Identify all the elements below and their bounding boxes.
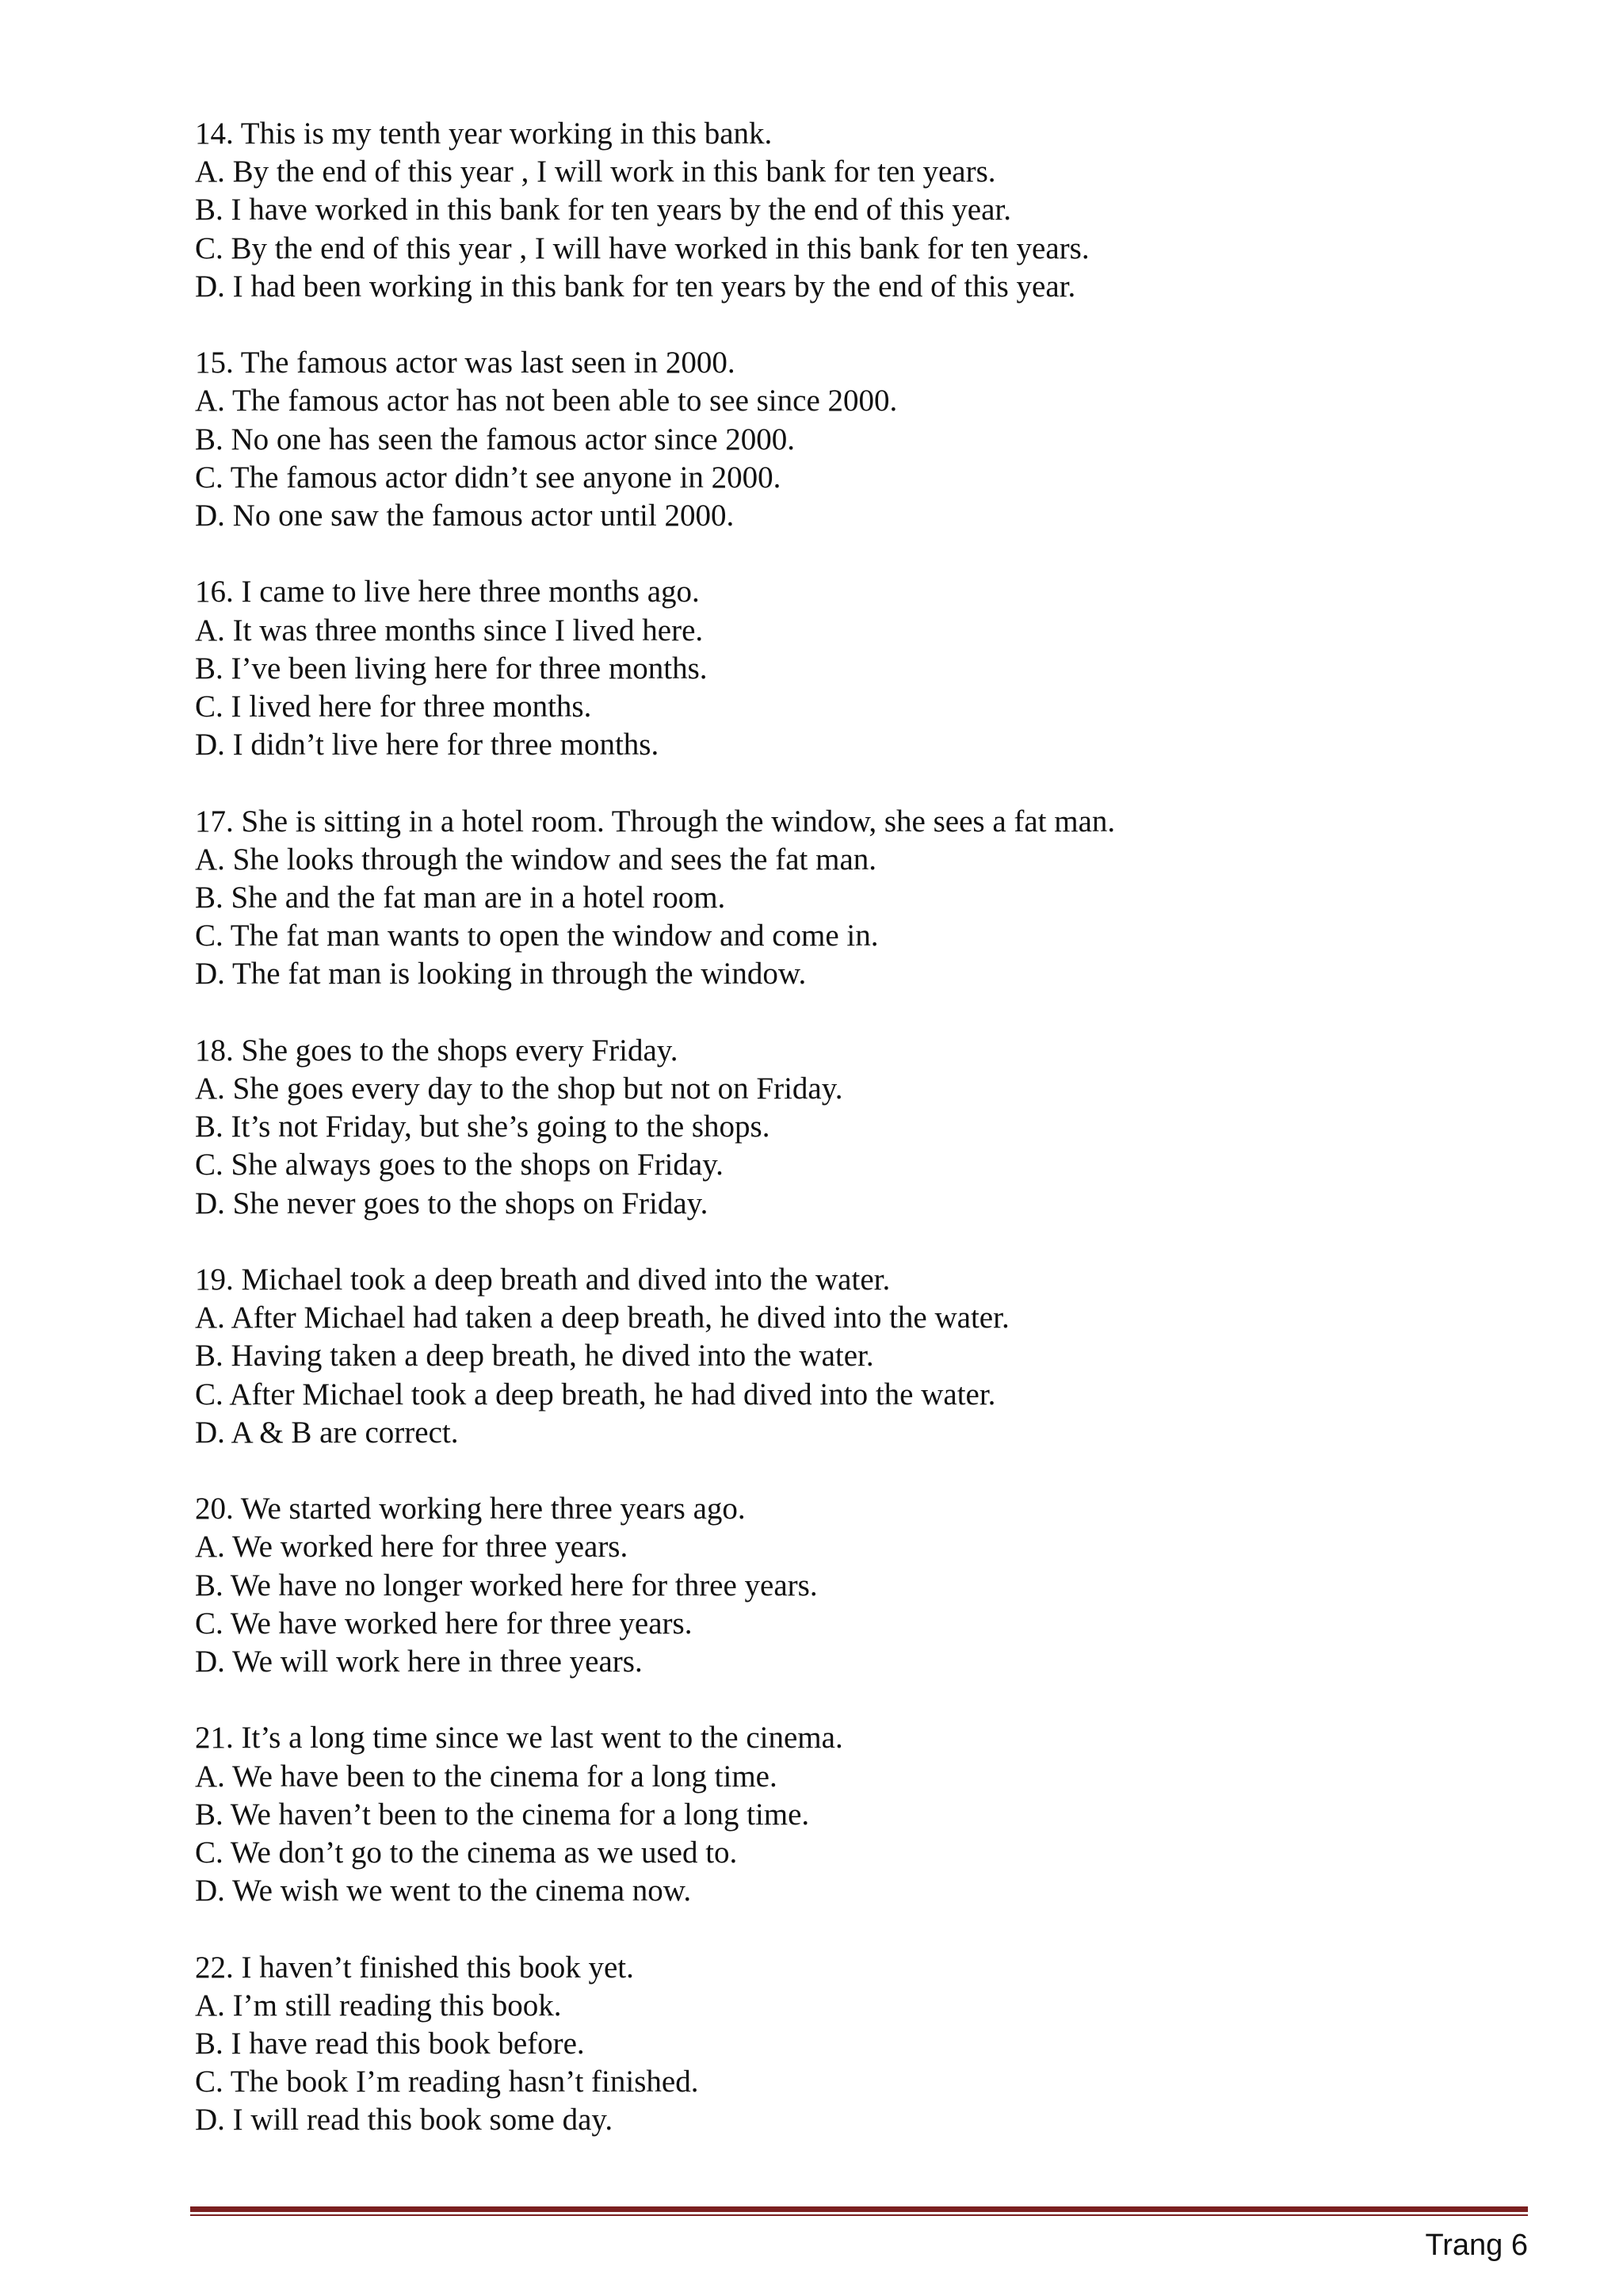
- question-block: [195, 344, 1542, 535]
- answer-option: A. After Michael had taken a deep breath, he dived into the water.: [195, 1301, 1010, 1335]
- question-stem: 20. We started working here three years ago.: [195, 1492, 746, 1526]
- question-block: [195, 573, 1542, 764]
- footer-rule: [190, 2206, 1528, 2216]
- answer-option: A. I’m still reading this book.: [195, 1988, 562, 2023]
- question-list: [195, 115, 1542, 2178]
- answer-option: A. We have been to the cinema for a long time.: [195, 1759, 777, 1794]
- question-block: [195, 803, 1542, 994]
- question-stem: 21. It’s a long time since we last went to the cinema.: [195, 1721, 843, 1755]
- answer-option: D. I didn’t live here for three months.: [195, 728, 659, 762]
- answer-option: C. We don’t go to the cinema as we used to.: [195, 1836, 738, 1870]
- answer-option: A. We worked here for three years.: [195, 1530, 628, 1564]
- answer-option: B. It’s not Friday, but she’s going to the shops.: [195, 1110, 770, 1144]
- answer-option: A. By the end of this year , I will work in this bank for ten years.: [195, 155, 996, 189]
- question-stem: 19. Michael took a deep breath and dived into the water.: [195, 1263, 891, 1297]
- answer-option: B. We have no longer worked here for three years.: [195, 1568, 818, 1603]
- question-stem: 17. She is sitting in a hotel room. Through the window, she sees a fat man.: [195, 804, 1116, 839]
- answer-option: C. The fat man wants to open the window and come in.: [195, 919, 879, 953]
- answer-option: B. I have worked in this bank for ten years by the end of this year.: [195, 193, 1011, 227]
- answer-option: B. I’ve been living here for three months.: [195, 651, 708, 686]
- answer-option: C. After Michael took a deep breath, he had dived into the water.: [195, 1377, 996, 1412]
- question-stem: 18. She goes to the shops every Friday.: [195, 1033, 678, 1068]
- answer-option: B. She and the fat man are in a hotel room.: [195, 881, 726, 915]
- answer-option: C. The book I’m reading hasn’t finished.: [195, 2065, 699, 2099]
- question-block: [195, 1261, 1542, 1452]
- answer-option: D. We wish we went to the cinema now.: [195, 1874, 692, 1908]
- answer-option: B. No one has seen the famous actor since 2000.: [195, 422, 796, 457]
- answer-option: D. I had been working in this bank for ten years by the end of this year.: [195, 269, 1076, 304]
- question-block: [195, 1490, 1542, 1681]
- question-stem: 15. The famous actor was last seen in 2000.: [195, 346, 735, 380]
- question-stem: 14. This is my tenth year working in this bank.: [195, 117, 773, 151]
- question-block: [195, 1719, 1542, 1910]
- question-block: [195, 1032, 1542, 1223]
- answer-option: A. It was three months since I lived here.: [195, 613, 704, 648]
- answer-option: A. She goes every day to the shop but not on Friday.: [195, 1072, 843, 1106]
- answer-option: D. She never goes to the shops on Friday.: [195, 1186, 708, 1221]
- question-block: [195, 115, 1542, 306]
- answer-option: D. We will work here in three years.: [195, 1645, 643, 1679]
- answer-option: C. By the end of this year , I will have worked in this bank for ten years.: [195, 231, 1090, 266]
- answer-option: C. We have worked here for three years.: [195, 1606, 693, 1641]
- question-stem: 22. I haven’t finished this book yet.: [195, 1950, 634, 1985]
- footer-rule-thick: [190, 2206, 1528, 2212]
- page-number: Trang 6: [1425, 2229, 1528, 2262]
- answer-option: D. No one saw the famous actor until 2000.: [195, 499, 735, 533]
- answer-option: B. Having taken a deep breath, he dived into the water.: [195, 1339, 874, 1373]
- answer-option: A. She looks through the window and sees the fat man.: [195, 842, 877, 877]
- question-block: [195, 1949, 1542, 2140]
- footer-rule-thin: [190, 2214, 1528, 2216]
- answer-option: D. A & B are correct.: [195, 1415, 459, 1450]
- answer-option: C. She always goes to the shops on Friday.: [195, 1148, 724, 1182]
- answer-option: B. I have read this book before.: [195, 2027, 585, 2061]
- answer-option: D. I will read this book some day.: [195, 2103, 613, 2137]
- answer-option: A. The famous actor has not been able to see since 2000.: [195, 384, 898, 418]
- answer-option: C. The famous actor didn’t see anyone in 2000.: [195, 460, 781, 495]
- answer-option: D. The fat man is looking in through the window.: [195, 957, 807, 991]
- answer-option: C. I lived here for three months.: [195, 690, 592, 724]
- answer-option: B. We haven’t been to the cinema for a long time.: [195, 1797, 810, 1832]
- question-stem: 16. I came to live here three months ago.: [195, 575, 700, 609]
